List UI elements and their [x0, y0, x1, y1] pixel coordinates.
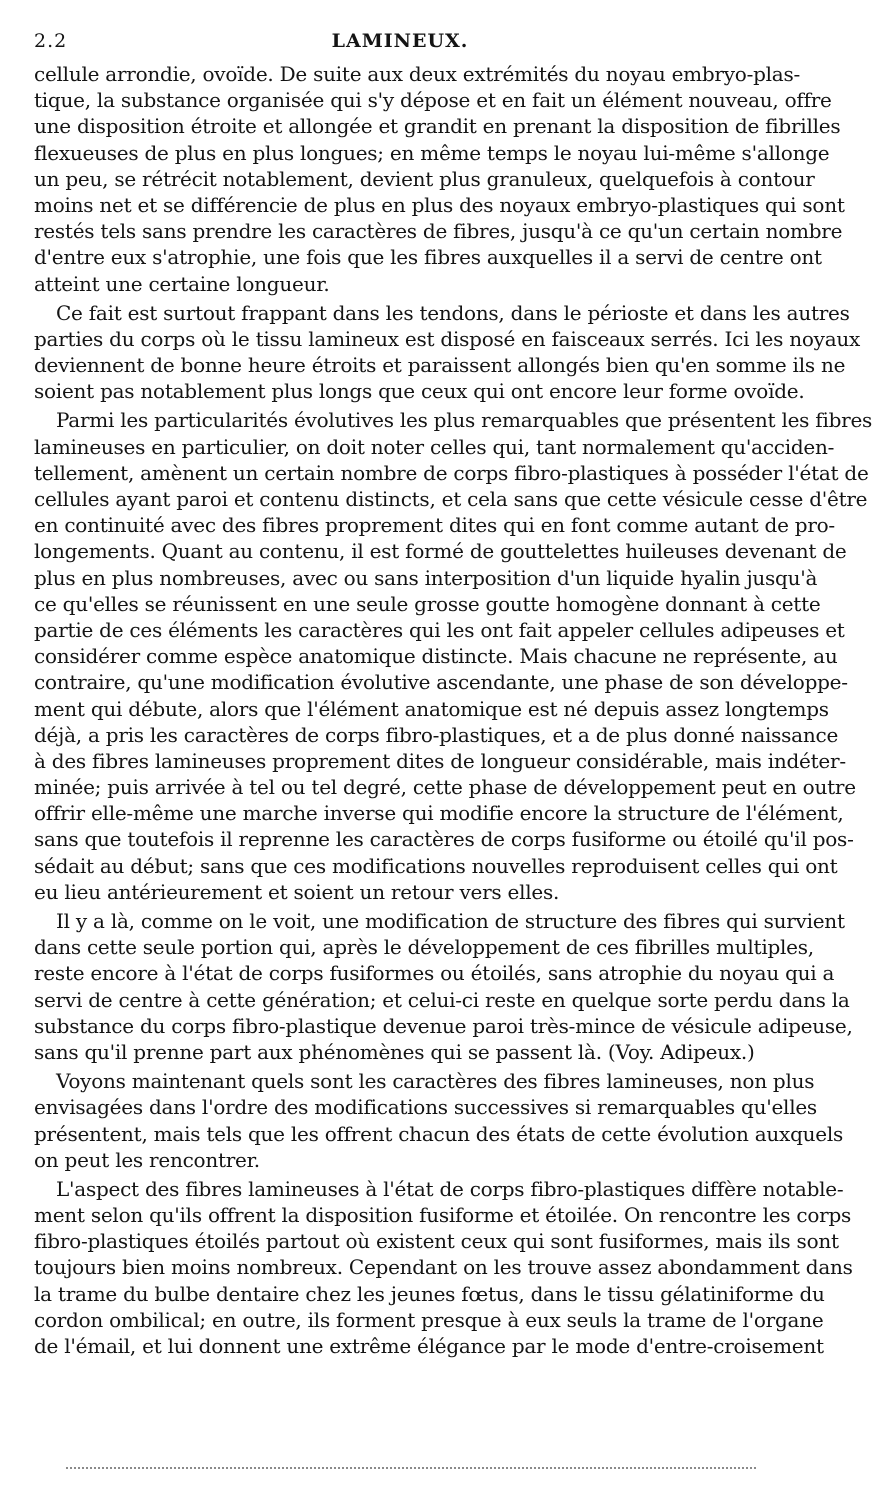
text-line: un peu, se rétrécit notablement, devient plus granuleux, quelquefois à contour: [34, 166, 815, 191]
page-number: 2.2: [34, 30, 68, 52]
text-line: dans cette seule portion qui, après le développement de ces fibrilles multiples,: [34, 935, 814, 960]
text-line: Parmi les particularités évolutives les plus remarquables que présentent les fibres: [56, 408, 872, 433]
text-line: la trame du bulbe dentaire chez les jeunes fœtus, dans le tissu gélatiniforme du: [34, 1281, 825, 1306]
text-line: servi de centre à cette génération; et celui-ci reste en quelque sorte perdu dans la: [34, 987, 850, 1012]
text-line: restés tels sans prendre les caractères de fibres, jusqu'à ce qu'un certain nombre: [34, 219, 843, 244]
text-line: toujours bien moins nombreux. Cependant on les trouve assez abondamment dans: [34, 1255, 853, 1280]
text-line: sans qu'il prenne part aux phénomènes qui se passent là. (Voy. Adipeux.): [34, 1039, 755, 1064]
body-text: [34, 61, 872, 1359]
text-line: sans que toutefois il reprenne les caractères de corps fusiforme ou étoilé qu'il pos-: [34, 827, 854, 852]
text-line: reste encore à l'état de corps fusiformes ou étoilés, sans atrophie du noyau qui a: [34, 961, 835, 986]
text-line: considérer comme espèce anatomique distincte. Mais chacune ne représente, au: [34, 644, 838, 669]
text-line: à des fibres lamineuses proprement dites de longueur considérable, mais indéter-: [34, 748, 846, 773]
text-line: L'aspect des fibres lamineuses à l'état de corps fibro-plastiques diffère notable-: [56, 1176, 844, 1201]
text-line: offrir elle-même une marche inverse qui modifie encore la structure de l'élément,: [34, 801, 844, 826]
text-line: ment qui débute, alors que l'élément anatomique est né depuis assez longtemps: [34, 696, 829, 721]
text-line: Il y a là, comme on le voit, une modification de structure des fibres qui survient: [56, 909, 845, 933]
text-line: de l'émail, et lui donnent une extrême élégance par le mode d'entre-croisement: [34, 1334, 824, 1358]
page-header: [34, 30, 766, 54]
text-line: tellement, amènent un certain nombre de corps fibro-plastiques à posséder l'état de: [34, 460, 869, 485]
running-head: LAMINEUX.: [331, 30, 469, 52]
text-line: Voyons maintenant quels sont les caractères des fibres lamineuses, non plus: [56, 1069, 815, 1094]
text-line: flexueuses de plus en plus longues; en même temps le noyau lui-même s'allonge: [34, 140, 830, 165]
text-line: atteint une certaine longueur.: [34, 271, 330, 296]
paragraph: [34, 908, 853, 1065]
text-line: cordon ombilical; en outre, ils forment presque à eux seuls la trame de l'organe: [34, 1307, 824, 1332]
text-line: parties du corps où le tissu lamineux est disposé en faisceaux serrés. Ici les noyaux: [34, 326, 861, 351]
text-line: une disposition étroite et allongée et grandit en prenant la disposition de fibrilles: [34, 114, 841, 139]
footer-dotted-rule: [66, 1467, 756, 1469]
text-line: cellule arrondie, ovoïde. De suite aux deux extrémités du noyau embryo-plas-: [34, 62, 800, 86]
text-line: présentent, mais tels que les offrent chacun des états de cette évolution auxquels: [34, 1121, 844, 1146]
text-line: substance du corps fibro-plastique devenue paroi très-mince de vésicule adipeuse,: [34, 1013, 853, 1038]
paragraph: [34, 300, 861, 405]
text-line: eu lieu antérieurement et soient un retour vers elles.: [34, 879, 560, 904]
text-line: déjà, a pris les caractères de corps fibro-plastiques, et a de plus donné naissance: [34, 722, 839, 747]
text-line: minée; puis arrivée à tel ou tel degré, cette phase de développement peut en outre: [34, 775, 856, 800]
text-line: contraire, qu'une modification évolutive ascendante, une phase de son développe-: [34, 670, 848, 695]
text-line: moins net et se différencie de plus en plus des noyaux embryo-plastiques qui sont: [34, 192, 845, 217]
text-line: lamineuses en particulier, on doit noter celles qui, tant normalement qu'acciden-: [34, 434, 835, 459]
text-line: longements. Quant au contenu, il est formé de gouttelettes huileuses devenant de: [34, 539, 847, 564]
text-line: sédait au début; sans que ces modifications nouvelles reproduisent celles qui ont: [34, 853, 838, 878]
paragraph: [34, 61, 845, 297]
text-line: deviennent de bonne heure étroits et paraissent allongés bien qu'en somme ils ne: [34, 353, 846, 378]
paragraph: [34, 407, 872, 905]
text-line: Ce fait est surtout frappant dans les tendons, dans le périoste et dans les autres: [56, 300, 850, 325]
text-line: fibro-plastiques étoilés partout où existent ceux qui sont fusiformes, mais ils sont: [34, 1229, 839, 1254]
text-line: tique, la substance organisée qui s'y dépose et en fait un élément nouveau, offre: [34, 88, 832, 113]
text-line: envisagées dans l'ordre des modifications successives si remarquables qu'elles: [34, 1095, 817, 1120]
text-line: ce qu'elles se réunissent en une seule grosse goutte homogène donnant à cette: [34, 591, 821, 616]
text-line: d'entre eux s'atrophie, une fois que les fibres auxquelles il a servi de centre ont: [34, 245, 822, 270]
text-line: cellules ayant paroi et contenu distincts, et cela sans que cette vésicule cesse d'être: [34, 487, 868, 511]
paragraph: [34, 1068, 844, 1173]
text-line: en continuité avec des fibres proprement dites qui en font comme autant de pro-: [34, 513, 835, 538]
text-line: ment selon qu'ils offrent la disposition fusiforme et étoilée. On rencontre les corps: [34, 1203, 852, 1228]
text-line: plus en plus nombreuses, avec ou sans interposition d'un liquide hyalin jusqu'à: [34, 565, 818, 590]
text-line: partie de ces éléments les caractères qui les ont fait appeler cellules adipeuses et: [34, 617, 845, 642]
text-line: on peut les rencontrer.: [34, 1147, 260, 1172]
text-line: soient pas notablement plus longs que ceux qui ont encore leur forme ovoïde.: [34, 379, 805, 404]
paragraph: [34, 1176, 853, 1359]
